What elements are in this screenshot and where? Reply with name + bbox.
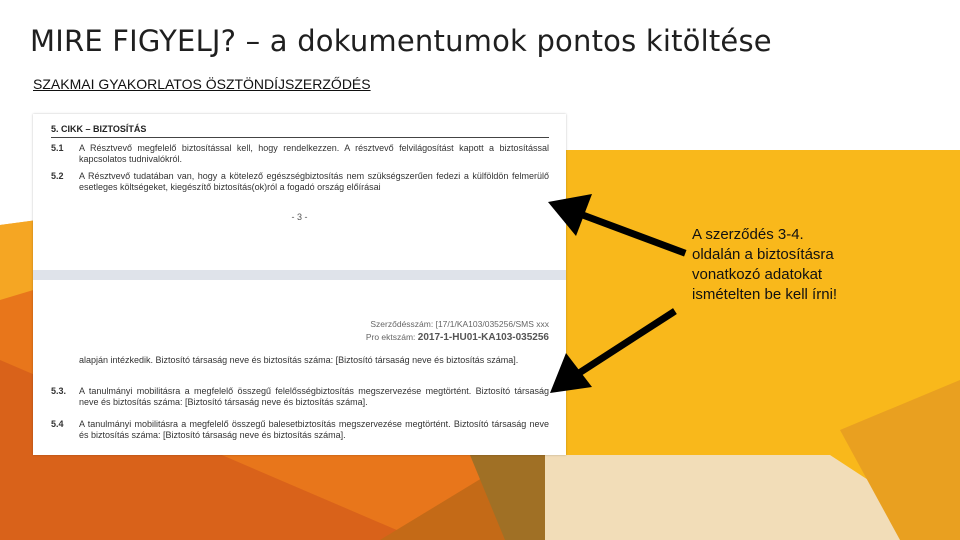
project-id-label: Pro ektszám: — [365, 332, 416, 342]
project-id: 2017-1-HU01-KA103-035256 — [417, 332, 549, 343]
page-number: - 3 - — [291, 212, 308, 222]
contract-number: Szerződésszám: [17/1/KA103/035256/SMS xxx — [370, 319, 549, 329]
clause-text: A Résztvevő megfelelő biztosítással kell, hogy rendelkezzen. A résztvevő felvilágosítást kapott a biztosítással kapcsolatos tudnivalókról. — [79, 143, 549, 164]
clause-text: A Résztvevő tudatában van, hogy a kötelező egészségbiztosítás nem szükségszerűen fedezi a külföldön felmerülő esetleges költségeket, kiegészítő biztosítás(ok)ról a fogadó ország előírásai — [79, 171, 549, 192]
clause-number: 5.3. — [51, 386, 67, 396]
clause-text: A tanulmányi mobilitásra a megfelelő összegű felelősségbiztosítás megszervezése megtörtént. Biztosító társaság neve és biztosítás száma: [Biztosító társaság neve és biztosítás száma]. — [79, 386, 549, 407]
clause-number: 5.1 — [51, 143, 64, 153]
project-id-line — [366, 332, 549, 343]
heading-rule — [51, 137, 549, 138]
clause-number: 5.4 — [51, 419, 64, 429]
clause-number: 5.2 — [51, 171, 64, 181]
arrow-to-top-clause-icon — [540, 190, 690, 270]
slide-subtitle: SZAKMAI GYAKORLATOS ÖSZTÖNDÍJSZERZŐDÉS — [33, 76, 371, 92]
article-heading: 5. CIKK – BIZTOSÍTÁS — [51, 124, 147, 134]
contract-excerpt — [33, 114, 566, 455]
continuation-text: alapján intézkedik. Biztosító társaság neve és biztosítás száma: [Biztosító társaság neve és biztosítás száma]. — [79, 355, 519, 365]
clause-text: A tanulmányi mobilitásra a megfelelő összegű balesetbiztosítás megszervezése megtörtént. Biztosító társaság neve és biztosítás száma: [Biztosító társaság neve és biztosítás száma]. — [79, 419, 549, 440]
slide-title: MIRE FIGYELJ? – a dokumentumok pontos kitöltése — [30, 24, 772, 58]
page-break — [33, 270, 566, 280]
callout-note: A szerződés 3-4. oldalán a biztosításra vonatkozó adatokat ismételten be kell írni! — [692, 226, 838, 303]
arrow-to-bottom-clause-icon — [540, 305, 680, 400]
